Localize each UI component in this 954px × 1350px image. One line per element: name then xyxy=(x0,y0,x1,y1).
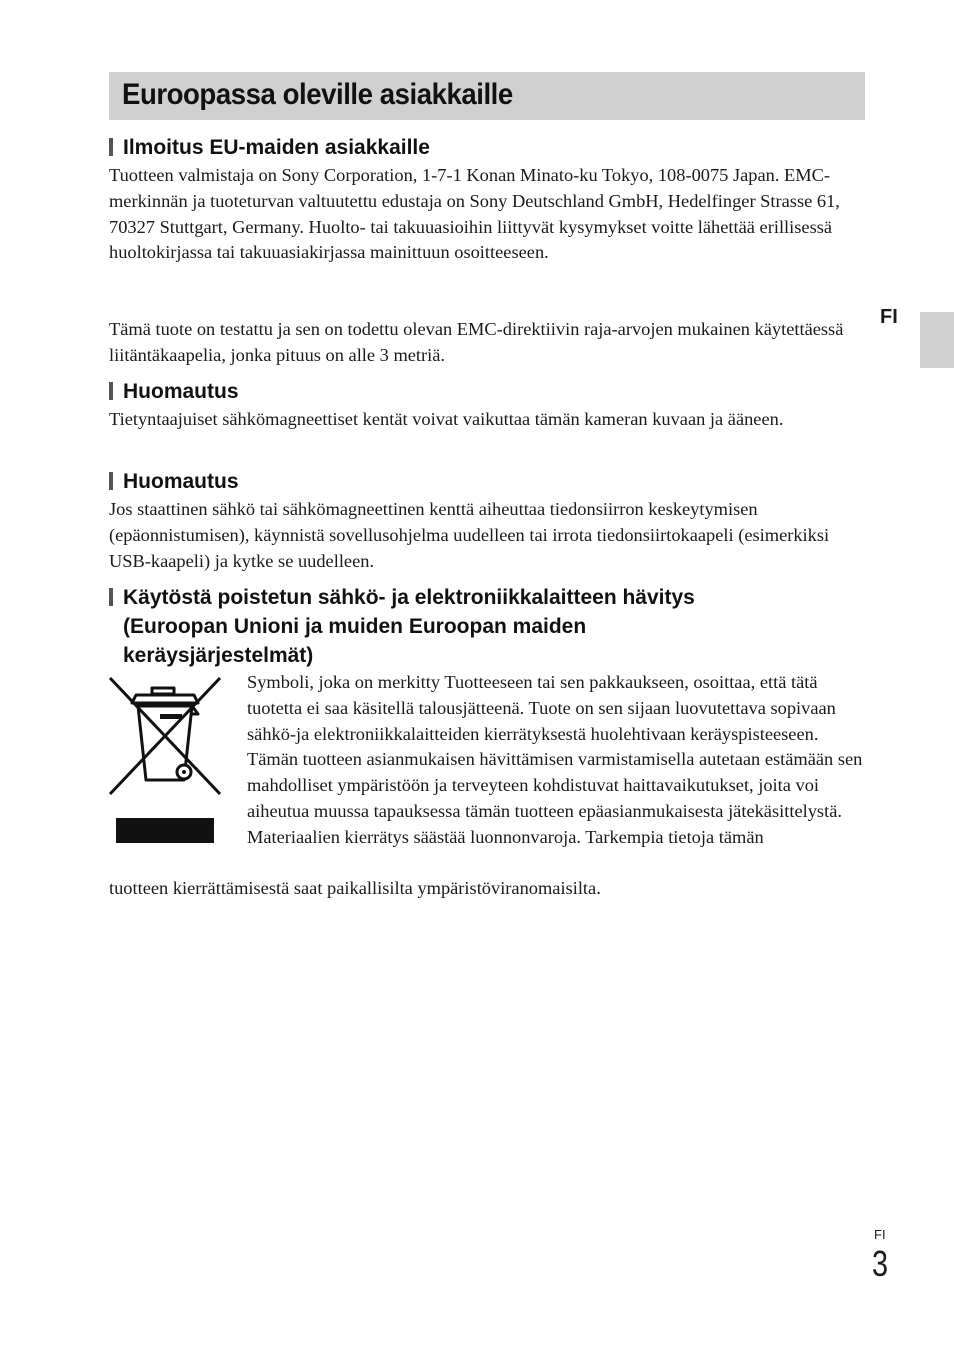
section-heading-note-1: Huomautus xyxy=(109,377,239,406)
eu-notice-paragraph: Tuotteen valmistaja on Sony Corporation, 1-7-1 Konan Minato-ku Tokyo, 108-0075 Japan. EMC-merkinnän ja tuoteturvan valtuutettu edustaja on Sony Deutschland GmbH, Hedelfinger Strasse 61, 70327 Stuttgart, Germany. Huolto- tai takuuasioihin liittyvät kysymykset voitte lähettää erillisessä huoltokirjassa tai takuuasiakirjassa mainittuun osoitteeseen. xyxy=(109,165,840,263)
section-heading-note-2: Huomautus xyxy=(109,467,239,496)
note-1-paragraph: Tietyntaajuiset sähkömagneettiset kentät voivat vaikuttaa tämän kameran kuvaan ja ääneen. xyxy=(109,409,784,429)
crossed-out-wheelie-bin-icon xyxy=(108,676,224,844)
language-side-label: FI xyxy=(880,306,898,328)
note-2-paragraph: Jos staattinen sähkö tai sähkömagneettinen kenttä aiheuttaa tiedonsiirron keskeytymisen (epäonnistumisen), käynnistä sovellusohjelma uudelleen tai irrota tiedonsiirtokaapeli (esimerkiksi USB-kaapeli) ja kytke se uudelleen. xyxy=(109,499,830,571)
section-heading-weee: Käytöstä poistetun sähkö- ja elektroniikkalaitteen hävitys (Euroopan Unioni ja muiden Euroopan maiden keräysjärjestelmät) xyxy=(109,583,695,670)
footer-language-label: FI xyxy=(874,1227,886,1242)
heading-bar-marker xyxy=(109,382,113,400)
weee-paragraph-tail: tuotteen kierrättämisestä saat paikallisilta ympäristöviranomaisilta. xyxy=(109,878,601,898)
page-number: 3 xyxy=(872,1243,889,1284)
heading-bar-marker xyxy=(109,138,113,156)
page-title-bar xyxy=(109,72,865,120)
heading-bar-marker xyxy=(109,472,113,490)
heading-bar-marker xyxy=(109,588,113,606)
emc-test-paragraph: Tämä tuote on testattu ja sen on todettu olevan EMC-direktiivin raja-arvojen mukainen käytettäessä liitäntäkaapelia, jonka pituus on alle 3 metriä. xyxy=(109,319,844,365)
page-title: Euroopassa oleville asiakkaille xyxy=(122,78,513,111)
section-heading-eu-notice: Ilmoitus EU-maiden asiakkaille xyxy=(109,133,430,162)
weee-paragraph: Symboli, joka on merkitty Tuotteeseen tai sen pakkaukseen, osoittaa, että tätä tuotetta ei saa käsitellä talousjätteenä. Tuote on sen sijaan luovutettava sopivaan sähkö-ja elektroniikkalaitteiden kierrätyksestä huolehtivaan keräyspisteeseen. Tämän tuotteen asianmukaisen hävittämisen varmistamisella autetaan estämään sen mahdolliset ympäristöön ja terveyteen kohdistuvat haittavaikutukset, joita voi aiheutua muussa tapauksessa tämän tuotteen epäasianmukaisesta jätekäsittelystä. Materiaalien kierrätys säästää luonnonvaroja. Tarkempia tietoja tämän xyxy=(247,672,863,847)
language-side-tab xyxy=(920,312,954,368)
